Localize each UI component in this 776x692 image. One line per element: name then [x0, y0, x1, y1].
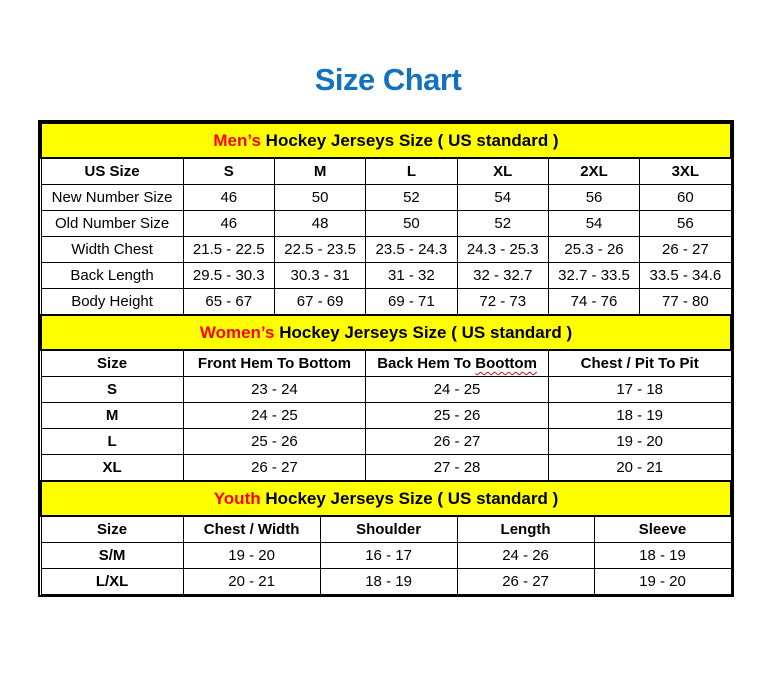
column-header: S: [183, 158, 274, 185]
size-cell: 29.5 - 30.3: [183, 263, 274, 289]
size-cell: 24 - 25: [183, 403, 366, 429]
size-cell: 48: [274, 211, 365, 237]
size-cell: 23.5 - 24.3: [366, 237, 457, 263]
size-cell: 18 - 19: [320, 569, 457, 595]
misspelled-word: Boottom: [475, 355, 537, 372]
column-header: 3XL: [640, 158, 731, 185]
row-label: S: [41, 377, 183, 403]
row-label: Body Height: [41, 289, 183, 315]
size-cell: 27 - 28: [366, 455, 549, 481]
size-cell: 24 - 25: [366, 377, 549, 403]
size-cell: 50: [366, 211, 457, 237]
womens-size-table: [40, 314, 732, 481]
column-header: Size: [41, 516, 183, 543]
column-header: Front Hem To Bottom: [183, 350, 366, 377]
size-cell: 17 - 18: [548, 377, 731, 403]
column-header: XL: [457, 158, 548, 185]
column-header: [366, 350, 549, 377]
row-label: Old Number Size: [41, 211, 183, 237]
size-cell: 69 - 71: [366, 289, 457, 315]
size-cell: 46: [183, 185, 274, 211]
column-header-text: Back Hem To: [377, 355, 472, 372]
page-title: Size Chart: [314, 62, 462, 97]
size-cell: 56: [548, 185, 639, 211]
size-cell: 67 - 69: [274, 289, 365, 315]
table-row: [41, 377, 731, 403]
column-header: 2XL: [548, 158, 639, 185]
size-cell: 50: [274, 185, 365, 211]
size-cell: 19 - 20: [183, 543, 320, 569]
size-cell: 26 - 27: [366, 429, 549, 455]
size-cell: 18 - 19: [548, 403, 731, 429]
size-cell: 22.5 - 23.5: [274, 237, 365, 263]
size-cell: 60: [640, 185, 731, 211]
size-cell: 32 - 32.7: [457, 263, 548, 289]
mens-size-table: [40, 122, 732, 315]
row-label: New Number Size: [41, 185, 183, 211]
table-row: [41, 455, 731, 481]
youth-header-row: [41, 516, 731, 543]
table-row: [41, 569, 731, 595]
size-cell: 16 - 17: [320, 543, 457, 569]
size-cell: 25 - 26: [366, 403, 549, 429]
mens-header-row: [41, 158, 731, 185]
row-label: Back Length: [41, 263, 183, 289]
size-cell: 77 - 80: [640, 289, 731, 315]
mens-section-title: [41, 123, 731, 158]
column-header: Sleeve: [594, 516, 731, 543]
size-cell: 26 - 27: [640, 237, 731, 263]
womens-section-band: [41, 315, 731, 350]
table-row: [41, 429, 731, 455]
youth-section-rest: Hockey Jerseys Size ( US standard ): [265, 488, 559, 508]
youth-section-title: [41, 481, 731, 516]
column-header: L: [366, 158, 457, 185]
column-header: Chest / Pit To Pit: [548, 350, 731, 377]
womens-header-row: [41, 350, 731, 377]
size-cell: 33.5 - 34.6: [640, 263, 731, 289]
size-cell: 65 - 67: [183, 289, 274, 315]
column-header: Length: [457, 516, 594, 543]
table-row: [41, 185, 731, 211]
size-cell: 52: [457, 211, 548, 237]
column-header: Size: [41, 350, 183, 377]
size-cell: 74 - 76: [548, 289, 639, 315]
youth-size-table: [40, 480, 732, 595]
size-cell: 56: [640, 211, 731, 237]
column-header: M: [274, 158, 365, 185]
table-row: [41, 543, 731, 569]
column-header: US Size: [41, 158, 183, 185]
size-cell: 54: [548, 211, 639, 237]
size-cell: 72 - 73: [457, 289, 548, 315]
size-cell: 19 - 20: [548, 429, 731, 455]
column-header: Shoulder: [320, 516, 457, 543]
table-row: [41, 237, 731, 263]
size-cell: 26 - 27: [183, 455, 366, 481]
table-row: [41, 263, 731, 289]
table-row: [41, 211, 731, 237]
row-label: XL: [41, 455, 183, 481]
womens-section-accent: Women’s: [199, 322, 275, 342]
mens-section-accent: Men’s: [213, 130, 261, 150]
youth-section-band: [41, 481, 731, 516]
size-cell: 32.7 - 33.5: [548, 263, 639, 289]
womens-section-rest: Hockey Jerseys Size ( US standard ): [279, 322, 573, 342]
table-row: [41, 289, 731, 315]
size-cell: 30.3 - 31: [274, 263, 365, 289]
table-row: [41, 403, 731, 429]
row-label: Width Chest: [41, 237, 183, 263]
mens-section-rest: Hockey Jerseys Size ( US standard ): [265, 130, 559, 150]
size-cell: 18 - 19: [594, 543, 731, 569]
size-cell: 52: [366, 185, 457, 211]
womens-section-title: [41, 315, 731, 350]
size-cell: 20 - 21: [548, 455, 731, 481]
size-cell: 20 - 21: [183, 569, 320, 595]
size-cell: 21.5 - 22.5: [183, 237, 274, 263]
row-label: M: [41, 403, 183, 429]
size-chart: [38, 120, 734, 597]
size-cell: 24.3 - 25.3: [457, 237, 548, 263]
row-label: L: [41, 429, 183, 455]
youth-section-accent: Youth: [213, 488, 261, 508]
size-cell: 19 - 20: [594, 569, 731, 595]
mens-section-band: [41, 123, 731, 158]
row-label: S/M: [41, 543, 183, 569]
size-cell: 24 - 26: [457, 543, 594, 569]
size-cell: 25.3 - 26: [548, 237, 639, 263]
size-cell: 25 - 26: [183, 429, 366, 455]
size-cell: 31 - 32: [366, 263, 457, 289]
size-cell: 46: [183, 211, 274, 237]
column-header: Chest / Width: [183, 516, 320, 543]
row-label: L/XL: [41, 569, 183, 595]
size-cell: 23 - 24: [183, 377, 366, 403]
size-cell: 54: [457, 185, 548, 211]
size-cell: 26 - 27: [457, 569, 594, 595]
